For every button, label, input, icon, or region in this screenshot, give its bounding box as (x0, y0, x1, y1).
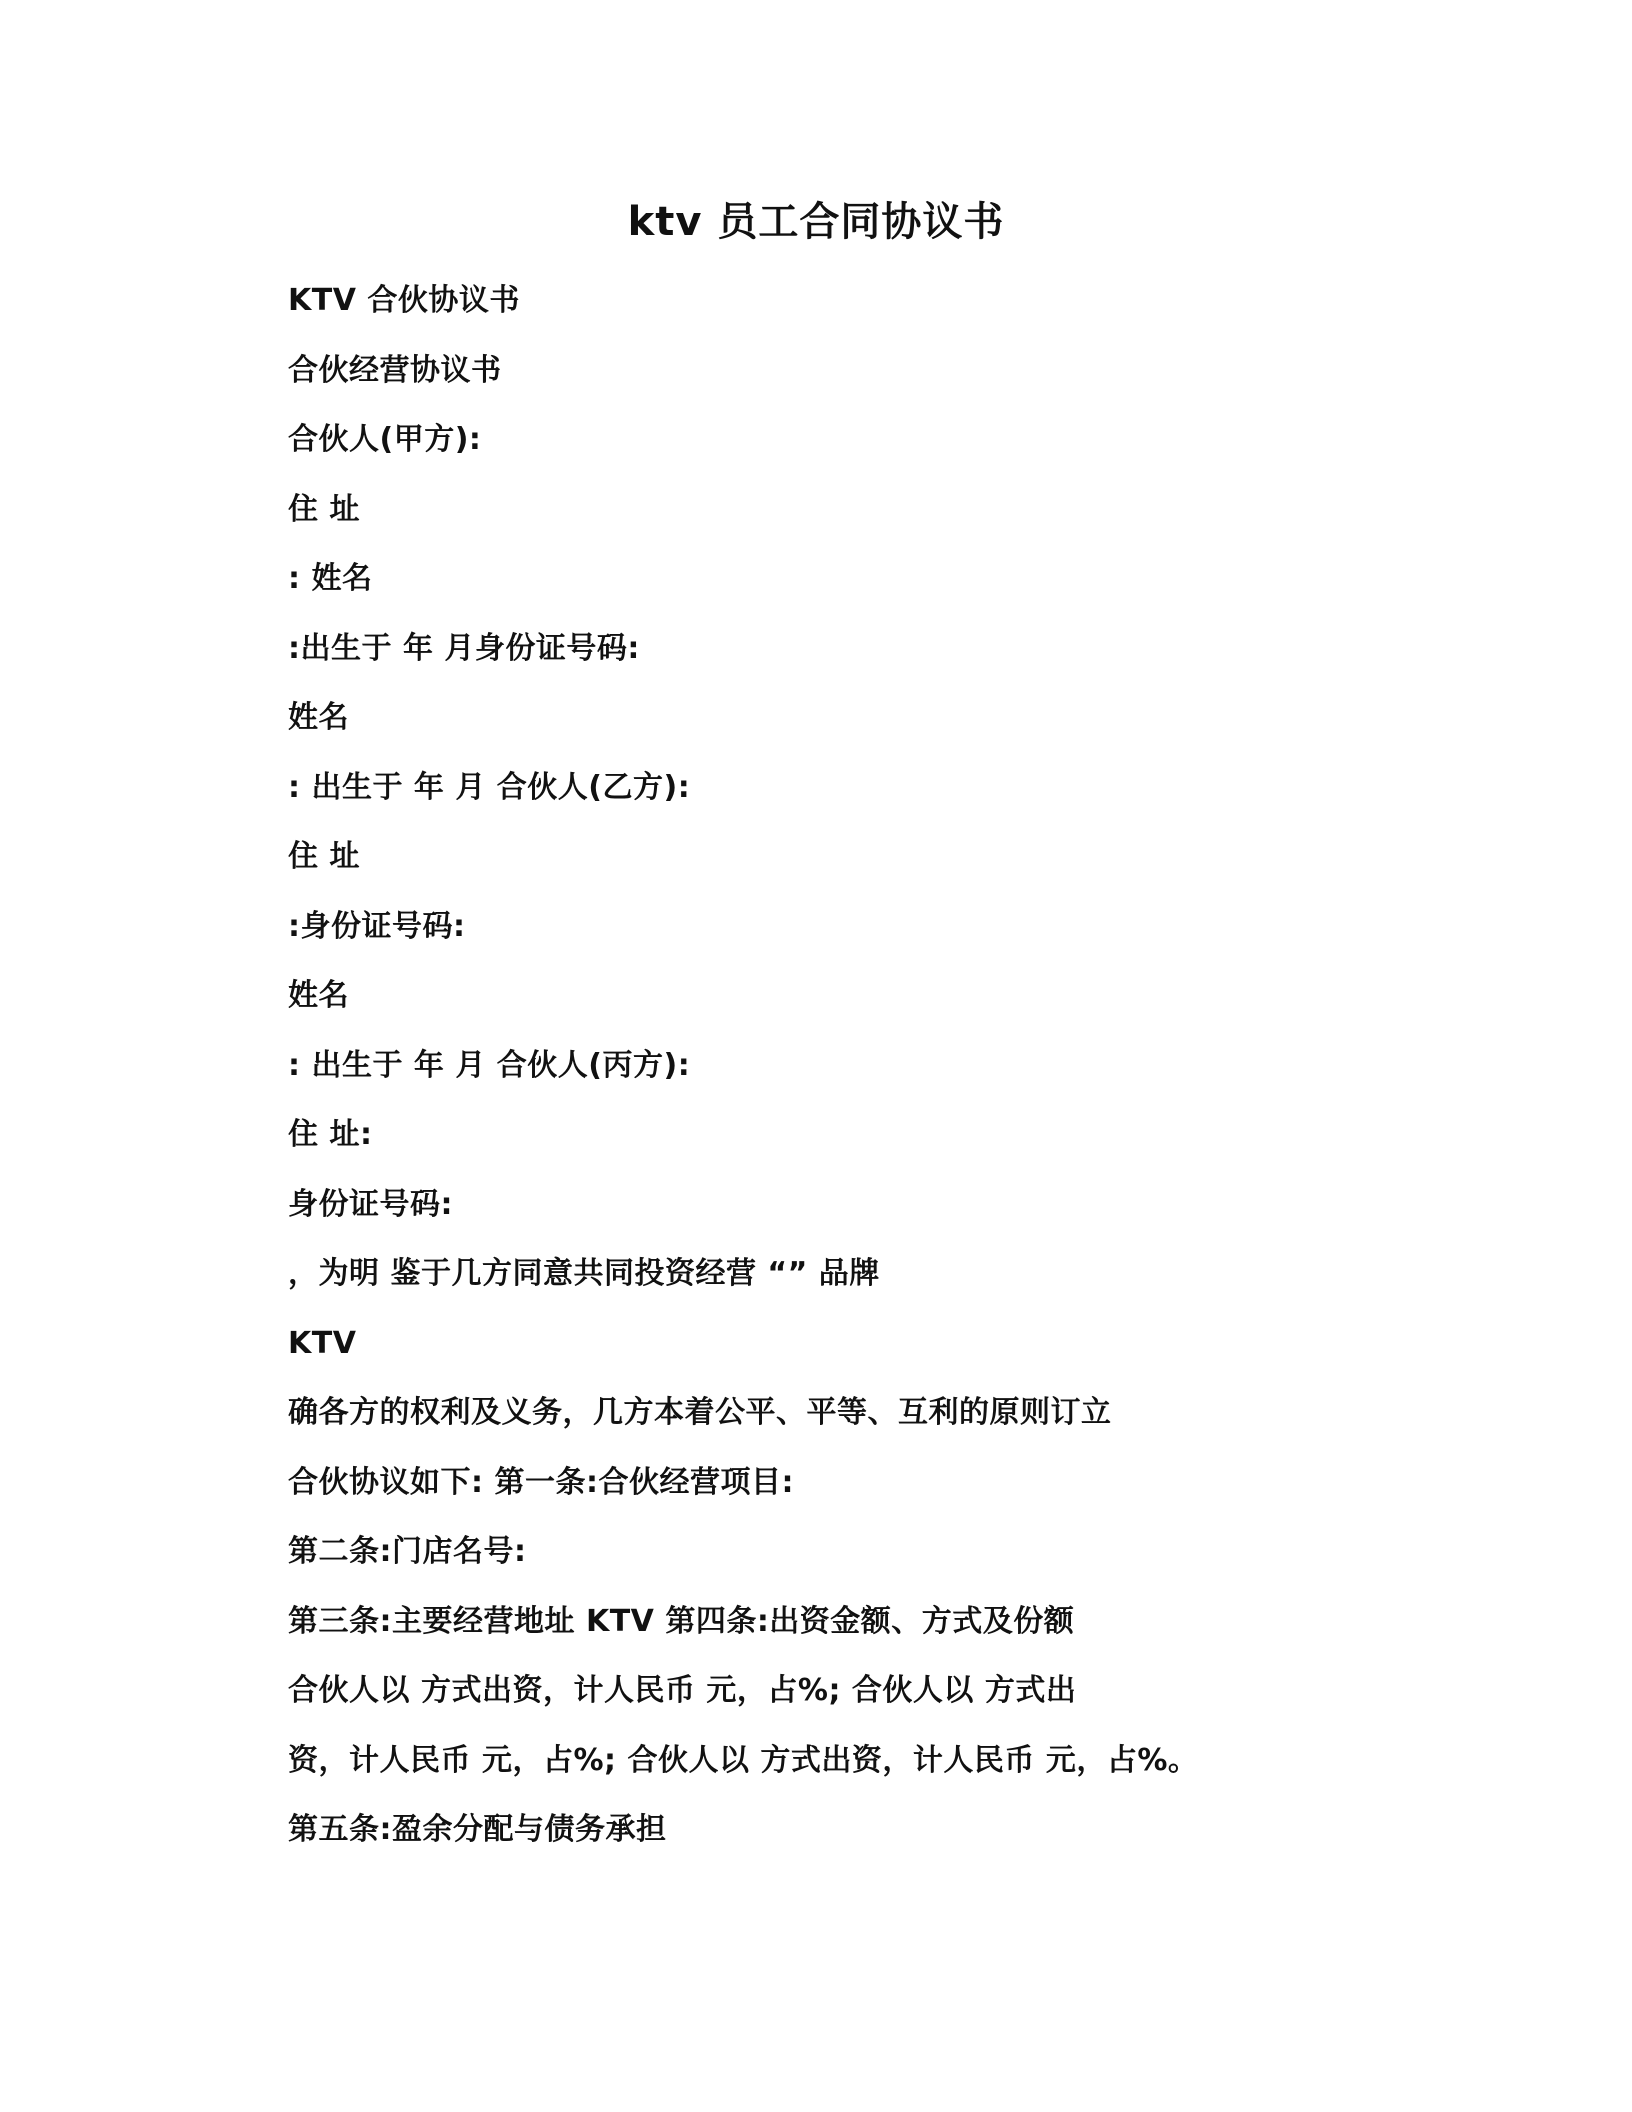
text-line: 住 址 (288, 839, 360, 874)
text-line: 身份证号码: (288, 1186, 453, 1222)
text-line: KTV (288, 1325, 357, 1361)
text-line: 第三条:主要经营地址 KTV 第四条:出资金额、方式及份额 (288, 1603, 1075, 1639)
text-line: : 出生于 年 月 合伙人(乙方): (288, 769, 691, 805)
text-line: 确各方的权利及义务，几方本着公平、平等、互利的原则订立 (288, 1395, 1112, 1430)
text-line: 住 址 (288, 491, 360, 527)
text-line: 合伙经营协议书 (288, 352, 502, 388)
text-line: 合伙人以 方式出资，计人民币 元，占%; 合伙人以 方式出 (288, 1673, 1077, 1708)
text-line: 第五条:盈余分配与债务承担 (288, 1812, 667, 1847)
text-line: 合伙协议如下: 第一条:合伙经营项目: (288, 1464, 794, 1500)
text-line: 姓名 (288, 978, 349, 1013)
text-line: 姓名 (288, 700, 349, 735)
text-line: ，为明 鉴于几方同意共同投资经营 “” 品牌 (288, 1256, 880, 1291)
text-line: :出生于 年 月身份证号码: (288, 630, 640, 666)
text-line: 第二条:门店名号: (288, 1534, 527, 1569)
document-title: ktv 员工合同协议书 (627, 199, 1005, 245)
text-line: 资，计人民币 元，占%; 合伙人以 方式出资，计人民币 元，占%。 (288, 1742, 1199, 1778)
text-line: : 出生于 年 月 合伙人(丙方): (288, 1047, 691, 1083)
text-line: :身份证号码: (288, 908, 466, 944)
text-line: 住 址: (288, 1117, 373, 1152)
text-line: 合伙人(甲方): (288, 422, 482, 457)
text-line: : 姓名 (288, 561, 373, 596)
text-line: KTV 合伙协议书 (288, 283, 520, 318)
document-body (288, 278, 1418, 1877)
